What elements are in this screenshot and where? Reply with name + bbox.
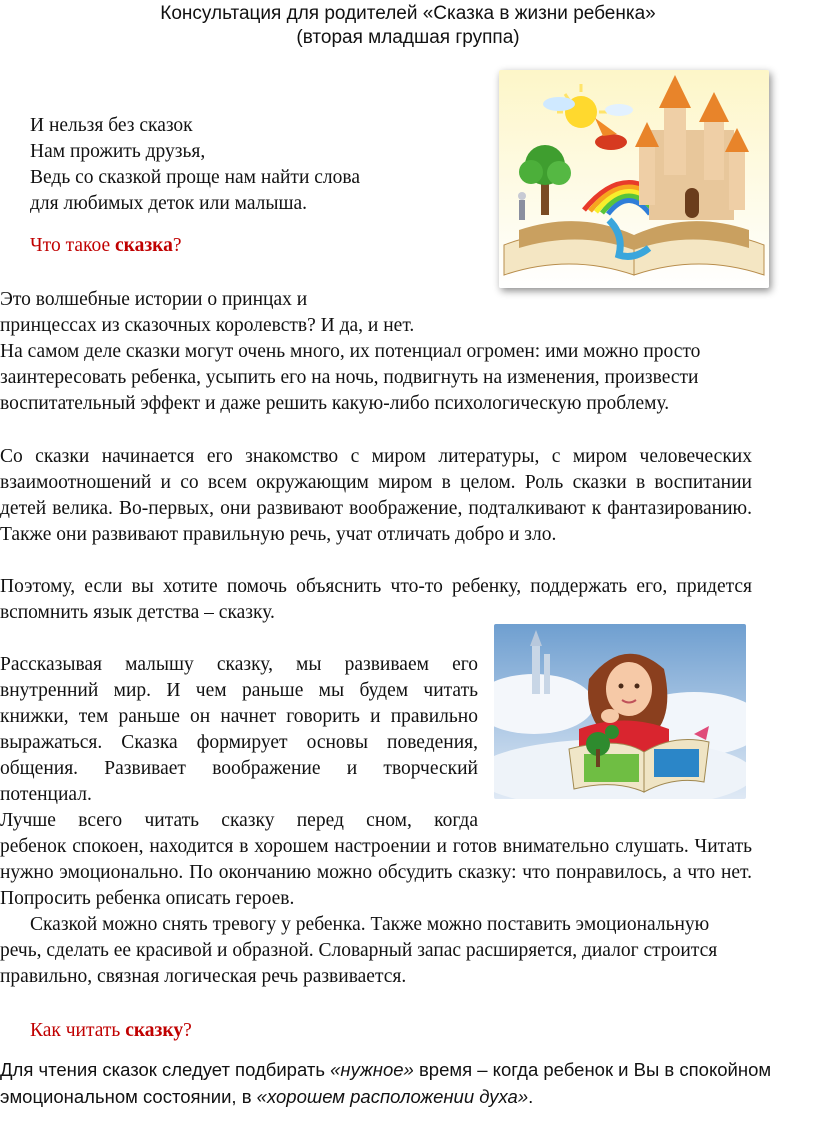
girl-with-book-image xyxy=(494,624,746,799)
document-title xyxy=(0,2,816,50)
para1-line1: Это волшебные истории о принцах и xyxy=(0,289,308,310)
paragraph-6: Сказкой можно снять тревогу у ребенка. Также можно поставить эмоциональную речь, сделать ее красивой и образной. Словарный запас расширяется, диалог строится правильно, связная логическая речь развивается. xyxy=(0,914,718,987)
heading-bold-word: сказку xyxy=(125,1020,184,1041)
heading-suffix: ? xyxy=(172,235,182,256)
paragraph-3: Поэтому, если вы хотите помочь объяснить что-то ребенку, поддержать его, придется вспомнить язык детства – сказку. xyxy=(0,576,752,623)
paragraph-4: Рассказывая малышу сказку, мы развиваем его внутренний мир. И чем раньше мы будем читать книжки, тем раньше он начнет говорить и правильно выражаться. Сказка формирует основы поведения, общения. Развивает воображение и творческий потенциал. xyxy=(0,654,478,805)
heading-prefix: Как читать xyxy=(30,1020,126,1041)
section-heading-what-is-fairy-tale xyxy=(30,233,182,259)
para7-text: . xyxy=(528,1086,534,1107)
para5-line1: Лучше всего читать сказку перед сном, когда xyxy=(0,810,478,831)
poem-line: для любимых деток или малыша. xyxy=(30,193,308,214)
para7-quote-2: «хорошем расположении духа» xyxy=(256,1086,529,1107)
poem-line: Ведь со сказкой проще нам найти слова xyxy=(30,167,360,188)
section-heading-how-to-read xyxy=(30,1018,782,1044)
para7-text: время – когда ребенок и Вы в спокойном эмоциональном состоянии, в xyxy=(0,1059,772,1107)
paragraph-7 xyxy=(0,1056,810,1110)
paragraph-2: Со сказки начинается его знакомство с миром литературы, с миром человеческих взаимоотношений и со всем окружающим миром в целом. Роль сказки в воспитании детей велика. Во-первых, они развивают воображение, подталкивают к фантазированию. Также они развивают правильную речь, учат отличать добро и зло. xyxy=(0,446,752,545)
poem-line: Нам прожить друзья, xyxy=(30,141,206,162)
para7-quote-1: «нужное» xyxy=(330,1059,414,1080)
title-line-2: (вторая младшая группа) xyxy=(296,27,520,48)
poem-line: И нельзя без сказок xyxy=(30,115,193,136)
paragraph-1 xyxy=(0,287,752,417)
fairy-book-castle-image xyxy=(499,70,769,288)
poem xyxy=(30,113,360,217)
para5-rest: ребенок спокоен, находится в хорошем настроении и готов внимательно слушать. Читать нужно эмоционально. По окончанию можно обсудить сказку: что понравилось, а что нет. Попросить ребенка описать героев. xyxy=(0,836,752,909)
para7-text: Для чтения сказок следует подбирать xyxy=(0,1059,331,1080)
title-line-1: Консультация для родителей «Сказка в жизни ребенка» xyxy=(160,3,656,24)
para1-line2: принцессах из сказочных королевств? И да, и нет. xyxy=(0,315,415,336)
heading-bold-word: сказка xyxy=(114,235,173,256)
heading-prefix: Что такое xyxy=(30,235,115,256)
para1-rest: На самом деле сказки могут очень много, их потенциал огромен: ими можно просто заинтересовать ребенка, усыпить его на ночь, подвигнуть на изменения, произвести воспитательный эффект и даже решить какую-либо психологическую проблему. xyxy=(0,341,701,414)
heading-suffix: ? xyxy=(183,1020,192,1041)
paragraph-5 xyxy=(0,808,752,912)
